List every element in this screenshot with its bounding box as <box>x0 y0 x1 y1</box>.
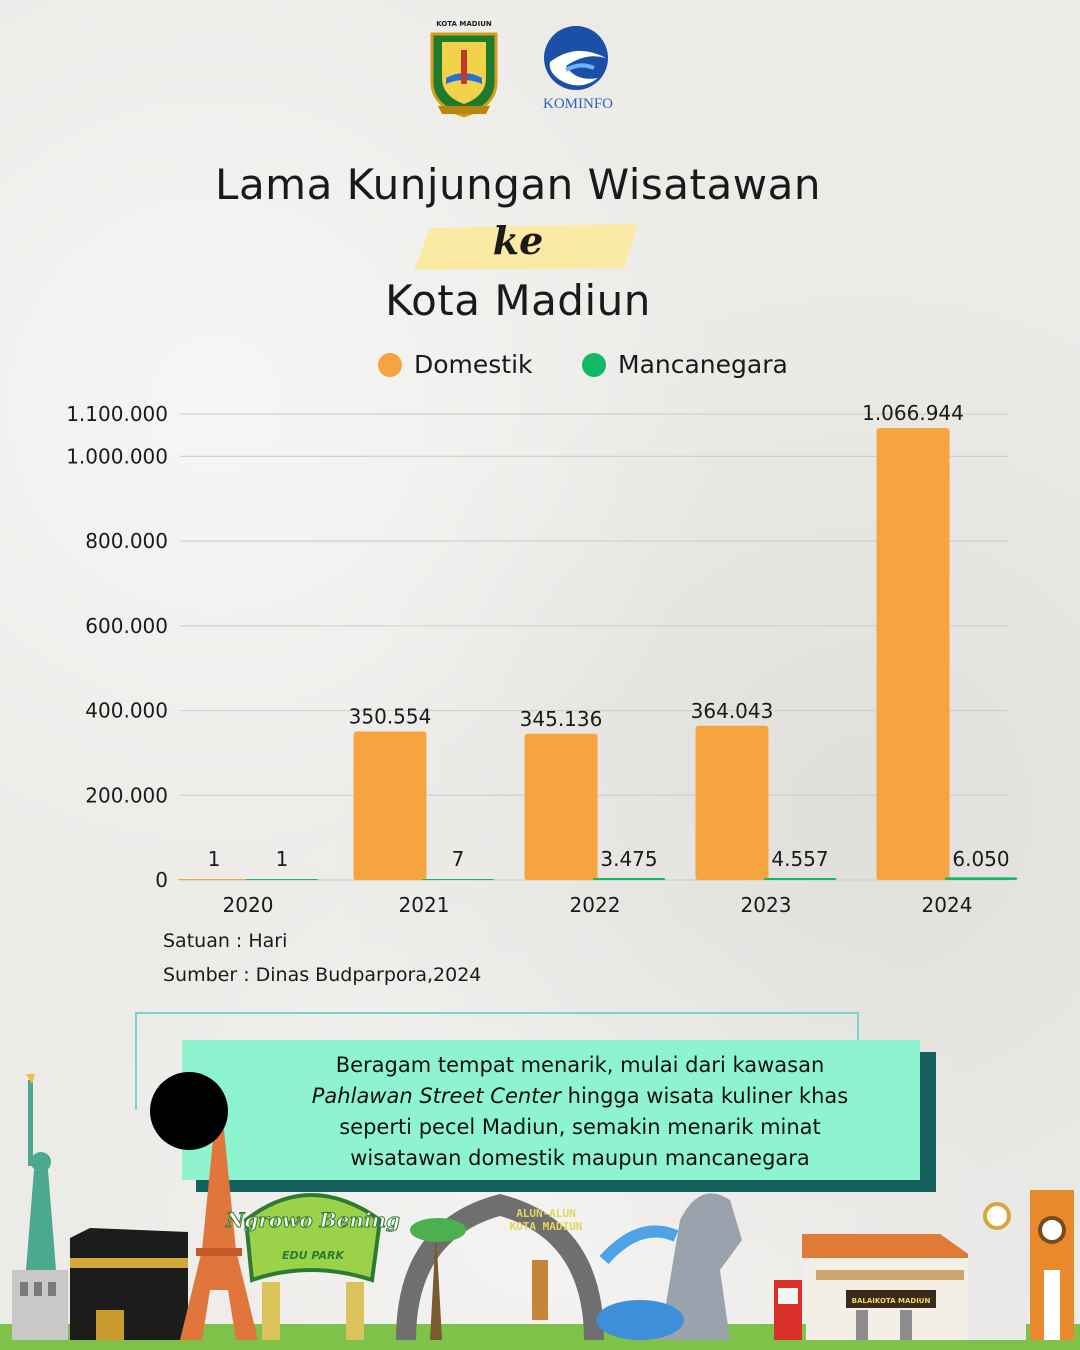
chart-title-line1: Lama Kunjungan Wisatawan <box>215 160 821 209</box>
bar-mancanegara-2022 <box>593 878 666 880</box>
kota-madiun-logo-text: KOTA MADIUN <box>436 20 492 28</box>
data-label-domestik-2021: 350.554 <box>348 704 432 729</box>
x-tick-label: 2024 <box>921 893 973 917</box>
data-label-domestik-2024: 1.066.944 <box>862 401 964 426</box>
legend-item-mancanegara <box>582 350 788 379</box>
edu-park-title: Ngrowo Bening <box>226 1208 400 1232</box>
chart-title-line2: Kota Madiun <box>385 276 651 325</box>
kominfo-logo-text: KOMINFO <box>542 96 613 112</box>
alun-alun-label-1: ALUN-ALUN <box>516 1207 576 1220</box>
bar-domestik-2024 <box>877 428 950 880</box>
info-text-line1: Beragam tempat menarik, mulai dari kawasan <box>335 1053 825 1077</box>
data-label-domestik-2023: 364.043 <box>690 698 774 723</box>
legend-item-domestik <box>378 350 533 379</box>
info-box-dot <box>150 1072 228 1150</box>
y-axis-ticks <box>66 402 168 892</box>
data-label-domestik-2020: 1 <box>207 847 221 871</box>
bar-mancanegara-2024 <box>945 877 1018 880</box>
chart-source-note: Sumber : Dinas Budparpora,2024 <box>163 964 482 986</box>
legend-swatch-domestik <box>378 353 402 377</box>
y-tick-label: 1.100.000 <box>66 402 168 426</box>
y-tick-label: 600.000 <box>85 613 168 638</box>
bar-domestik-2022 <box>525 734 598 880</box>
phone-booth-icon <box>774 1280 802 1340</box>
kominfo-logo <box>536 22 620 114</box>
y-tick-label: 400.000 <box>85 698 168 723</box>
y-tick-label: 1.000.000 <box>66 444 168 469</box>
data-label-mancanegara-2021: 7 <box>451 847 465 871</box>
info-text-line3: seperti pecel Madiun, semakin menarik minat <box>339 1115 821 1139</box>
kominfo-emblem-icon <box>536 22 620 98</box>
alun-alun-label-2: KOTA MADIUN <box>509 1220 583 1233</box>
x-tick-label: 2021 <box>398 893 450 917</box>
x-tick-label: 2020 <box>222 893 274 917</box>
y-tick-label: 200.000 <box>85 783 168 808</box>
alun-alun-kota-madiun-icon <box>396 1194 604 1340</box>
legend-swatch-mancanegara <box>582 353 606 377</box>
balaikota-sign: BALAIKOTA MADIUN <box>851 1297 931 1305</box>
chart-bars <box>178 428 1018 880</box>
data-label-mancanegara-2022: 3.475 <box>600 847 658 871</box>
x-axis-ticks <box>223 893 973 917</box>
kota-madiun-shield-icon <box>424 20 504 120</box>
bar-mancanegara-2023 <box>764 878 837 880</box>
kota-madiun-logo <box>424 20 504 120</box>
info-text-line4: wisatawan domestik maupun mancanegara <box>350 1146 810 1170</box>
bar-domestik-2020 <box>178 879 251 880</box>
balaikota-madiun-icon <box>802 1234 974 1340</box>
data-label-mancanegara-2020: 1 <box>275 847 289 871</box>
bar-mancanegara-2021 <box>422 879 495 880</box>
data-label-domestik-2022: 345.136 <box>519 706 603 731</box>
x-tick-label: 2022 <box>569 893 621 917</box>
data-label-mancanegara-2024: 6.050 <box>952 847 1010 871</box>
y-tick-label: 800.000 <box>85 529 168 554</box>
bar-domestik-2023 <box>696 726 769 880</box>
info-text-place-name: Pahlawan Street Center <box>311 1084 561 1108</box>
statue-of-liberty-icon <box>12 1074 68 1340</box>
clock-tower-icon <box>968 1170 1074 1340</box>
bar-chart <box>0 390 1080 930</box>
x-tick-label: 2023 <box>740 893 792 917</box>
data-label-mancanegara-2023: 4.557 <box>771 847 829 871</box>
merlion-icon <box>596 1193 742 1340</box>
chart-title-connector: ke <box>492 218 544 263</box>
info-text-line2-rest: hingga wisata kuliner khas <box>560 1084 849 1108</box>
bar-mancanegara-2020 <box>246 879 319 880</box>
legend-label-domestik: Domestik <box>414 350 533 379</box>
kaaba-icon <box>70 1228 188 1340</box>
edu-park-subtitle: EDU PARK <box>282 1249 344 1262</box>
legend-label-mancanegara: Mancanegara <box>618 350 788 379</box>
y-tick-label: 0 <box>155 868 168 892</box>
bar-domestik-2021 <box>354 731 427 880</box>
chart-unit-note: Satuan : Hari <box>163 930 288 952</box>
